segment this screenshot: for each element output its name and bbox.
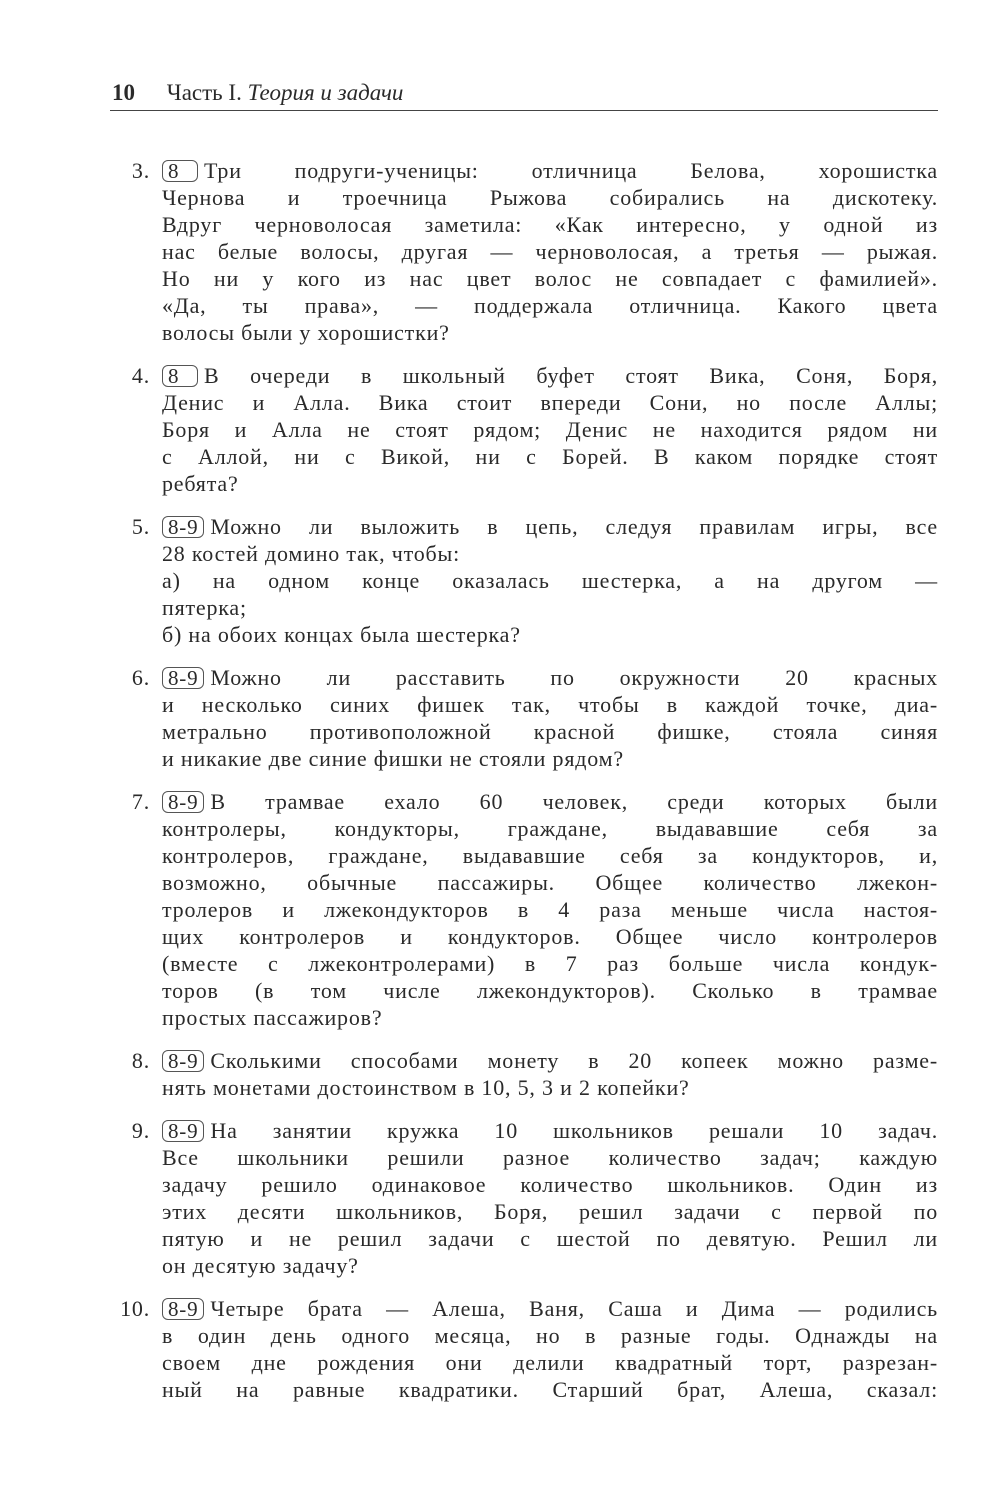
text-line: возможно, обычные пассажиры. Общее количество лжекон-	[162, 870, 938, 895]
text-line: щих контролеров и кондукторов. Общее число контролеров	[162, 924, 938, 949]
text-line: 8-9 Сколькими способами монету в 20 копеек можно разме-	[162, 1047, 938, 1074]
grade-badge: 8-9	[162, 1050, 204, 1072]
text-line: Боря и Алла не стоят рядом; Денис не находится рядом ни	[162, 417, 938, 442]
text-line: б) на обоих концах была шестерка?	[162, 622, 521, 647]
problem-text	[162, 513, 938, 648]
grade-badge: 8-9	[162, 791, 204, 813]
text-line: своем дне рождения они делили квадратный торт, разрезан-	[162, 1350, 938, 1375]
grade-badge: 8-9	[162, 1120, 204, 1142]
running-header	[112, 80, 403, 106]
text-line: этих десяти школьников, Боря, решил задачи с первой по	[162, 1199, 938, 1224]
text-line: контролеры, кондукторы, граждане, выдававшие себя за	[162, 816, 938, 841]
text-line: контролеров, граждане, выдававшие себя за кондукторов, и,	[162, 843, 938, 868]
text-line: Денис и Алла. Вика стоит впереди Сони, но после Аллы;	[162, 390, 938, 415]
text-line: Чернова и троечница Рыжова собирались на дискотеку.	[162, 185, 938, 210]
text-line: в один день одного месяца, но в разные годы. Однажды на	[162, 1323, 938, 1348]
text-line: Но ни у кого из нас цвет волос не совпадает с фамилией».	[162, 266, 938, 291]
text-line: простых пассажиров?	[162, 1005, 383, 1030]
problem-number: 8.	[131, 1048, 150, 1073]
text-line: пятую и не решил задачи с шестой по девятую. Решил ли	[162, 1226, 938, 1251]
text-line: а) на одном конце оказалась шестерка, а на другом —	[162, 568, 938, 593]
problem-number: 4.	[131, 363, 150, 388]
text-line: 8-9 На занятии кружка 10 школьников решали 10 задач.	[162, 1117, 938, 1144]
header-rule	[110, 110, 938, 111]
problem-number: 3.	[131, 158, 150, 183]
problem-number: 5.	[131, 514, 150, 539]
problem-text	[162, 664, 938, 772]
problem-number: 7.	[131, 789, 150, 814]
grade-badge: 8-9	[162, 1298, 204, 1320]
text-line: Все школьники решили разное количество задач; каждую	[162, 1145, 938, 1170]
problem-text	[162, 1117, 938, 1279]
text-line: 8-9 Можно ли расставить по окружности 20 красных	[162, 664, 938, 691]
page-number: 10	[112, 80, 135, 105]
text-line: нас белые волосы, другая — черноволосая, а третья — рыжая.	[162, 239, 938, 264]
text-line: он десятую задачу?	[162, 1253, 359, 1278]
text-line: задачу решило одинаковое количество школьников. Один из	[162, 1172, 938, 1197]
text-line: 8 Три подруги-ученицы: отличница Белова, хорошистка	[162, 157, 938, 184]
problem-number: 9.	[131, 1118, 150, 1143]
text-line: и несколько синих фишек так, чтобы в каждой точке, диа-	[162, 692, 938, 717]
problem-number: 6.	[131, 665, 150, 690]
problem-text	[162, 1295, 938, 1403]
grade-badge: 8-9	[162, 667, 204, 689]
problem-text	[162, 1047, 938, 1101]
text-line: 8-9 В трамвае ехало 60 человек, среди которых были	[162, 788, 938, 815]
text-line: 8-9 Можно ли выложить в цепь, следуя правилам игры, все	[162, 513, 938, 540]
part-label: Часть I.	[166, 80, 242, 105]
text-line: с Аллой, ни с Викой, ни с Борей. В каком порядке стоят	[162, 444, 938, 469]
text-line: метрально противоположной красной фишке, стояла синяя	[162, 719, 938, 744]
grade-badge: 8	[162, 160, 198, 182]
text-line: пятерка;	[162, 595, 247, 620]
text-line: торов (в том числе лжекондукторов). Сколько в трамвае	[162, 978, 938, 1003]
text-line: 8 В очереди в школьный буфет стоят Вика, Соня, Боря,	[162, 362, 938, 389]
text-line: ребята?	[162, 471, 239, 496]
text-line: тролеров и лжекондукторов в 4 раза меньше числа настоя-	[162, 897, 938, 922]
text-line: ный на равные квадратики. Старший брат, Алеша, сказал:	[162, 1377, 938, 1402]
chapter-title: Теория и задачи	[247, 80, 404, 105]
text-line: Вдруг черноволосая заметила: «Как интересно, у одной из	[162, 212, 938, 237]
text-line: и никакие две синие фишки не стояли рядом?	[162, 746, 624, 771]
problem-number: 10.	[120, 1296, 150, 1321]
text-line: 8-9 Четыре брата — Алеша, Ваня, Саша и Дима — родились	[162, 1295, 938, 1322]
problem-text	[162, 788, 938, 1031]
text-line: нять монетами достоинством в 10, 5, 3 и 2 копейки?	[162, 1075, 690, 1100]
problem-text	[162, 157, 938, 346]
grade-badge: 8-9	[162, 516, 204, 538]
text-line: 28 костей домино так, чтобы:	[162, 541, 460, 566]
text-line: волосы были у хорошистки?	[162, 320, 450, 345]
text-line: (вместе с лжеконтролерами) в 7 раз больше числа кондук-	[162, 951, 938, 976]
grade-badge: 8	[162, 365, 198, 387]
text-line: «Да, ты права», — поддержала отличница. Какого цвета	[162, 293, 938, 318]
problem-text	[162, 362, 938, 497]
